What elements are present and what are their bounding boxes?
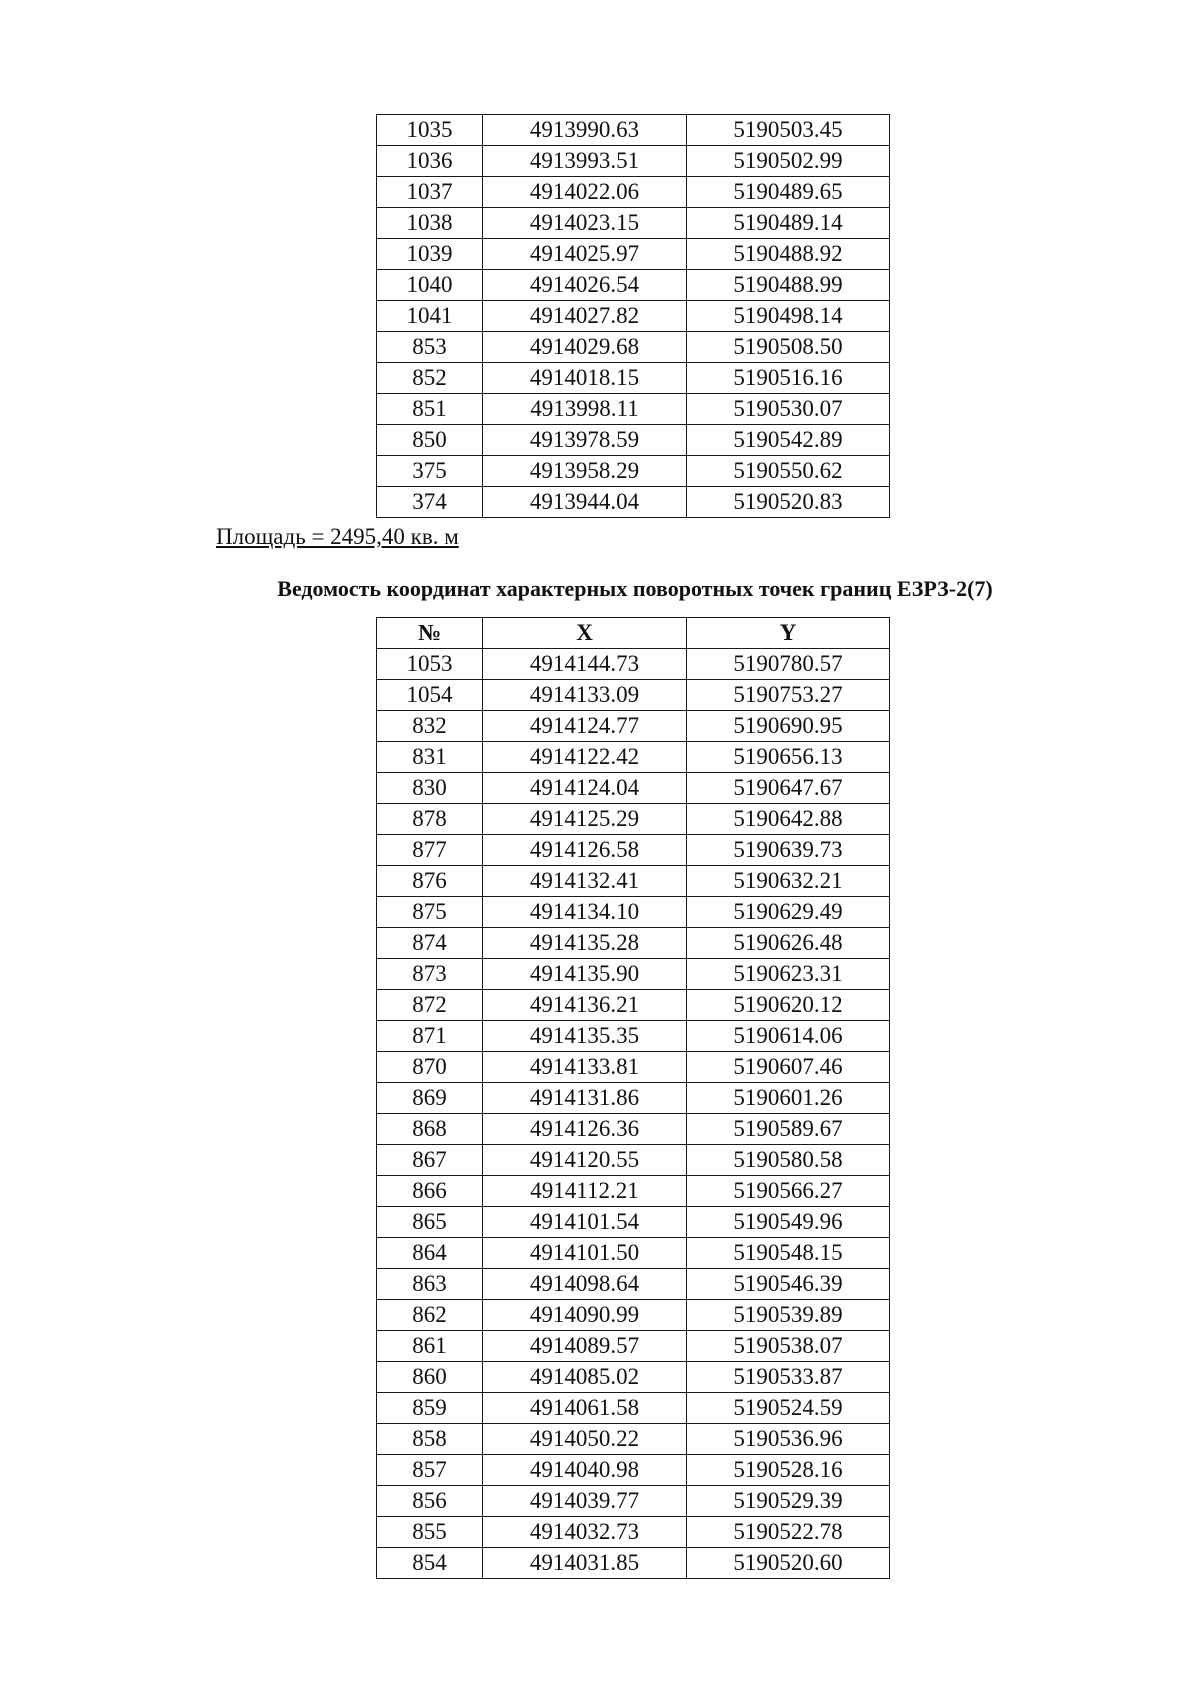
table-row: [377, 959, 890, 990]
coordinates-table-body: [377, 115, 890, 518]
point-number-cell: 855: [377, 1517, 483, 1548]
point-number-cell: 858: [377, 1424, 483, 1455]
table-row: [377, 990, 890, 1021]
y-coordinate-cell: 5190498.14: [687, 301, 890, 332]
point-number-cell: 873: [377, 959, 483, 990]
point-number-cell: 866: [377, 1176, 483, 1207]
x-coordinate-cell: 4914133.81: [483, 1052, 687, 1083]
header-number: №: [377, 618, 483, 649]
table-row: [377, 897, 890, 928]
point-number-cell: 856: [377, 1486, 483, 1517]
table-header: [377, 618, 890, 649]
x-coordinate-cell: 4913993.51: [483, 146, 687, 177]
y-coordinate-cell: 5190548.15: [687, 1238, 890, 1269]
y-coordinate-cell: 5190656.13: [687, 742, 890, 773]
y-coordinate-cell: 5190639.73: [687, 835, 890, 866]
table-row: [377, 1362, 890, 1393]
point-number-cell: 375: [377, 456, 483, 487]
x-coordinate-cell: 4914040.98: [483, 1455, 687, 1486]
point-number-cell: 871: [377, 1021, 483, 1052]
x-coordinate-cell: 4914112.21: [483, 1176, 687, 1207]
x-coordinate-cell: 4914031.85: [483, 1548, 687, 1579]
point-number-cell: 869: [377, 1083, 483, 1114]
table-row: [377, 208, 890, 239]
point-number-cell: 831: [377, 742, 483, 773]
table-row: [377, 239, 890, 270]
table-row: [377, 487, 890, 518]
y-coordinate-cell: 5190503.45: [687, 115, 890, 146]
x-coordinate-cell: 4914124.04: [483, 773, 687, 804]
point-number-cell: 859: [377, 1393, 483, 1424]
x-coordinate-cell: 4914136.21: [483, 990, 687, 1021]
y-coordinate-cell: 5190520.83: [687, 487, 890, 518]
point-number-cell: 1041: [377, 301, 483, 332]
y-coordinate-cell: 5190536.96: [687, 1424, 890, 1455]
y-coordinate-cell: 5190601.26: [687, 1083, 890, 1114]
x-coordinate-cell: 4914089.57: [483, 1331, 687, 1362]
table-row: [377, 394, 890, 425]
x-coordinate-cell: 4914061.58: [483, 1393, 687, 1424]
point-number-cell: 830: [377, 773, 483, 804]
y-coordinate-cell: 5190528.16: [687, 1455, 890, 1486]
table-row: [377, 301, 890, 332]
table-row: [377, 835, 890, 866]
table-row: [377, 1052, 890, 1083]
x-coordinate-cell: 4914124.77: [483, 711, 687, 742]
table-row: [377, 1331, 890, 1362]
y-coordinate-cell: 5190642.88: [687, 804, 890, 835]
table-row: [377, 680, 890, 711]
table-row: [377, 115, 890, 146]
point-number-cell: 865: [377, 1207, 483, 1238]
table-row: [377, 1145, 890, 1176]
table-row: [377, 425, 890, 456]
y-coordinate-cell: 5190620.12: [687, 990, 890, 1021]
y-coordinate-cell: 5190753.27: [687, 680, 890, 711]
table-row: [377, 742, 890, 773]
y-coordinate-cell: 5190489.14: [687, 208, 890, 239]
table-row: [377, 1114, 890, 1145]
x-coordinate-cell: 4914135.28: [483, 928, 687, 959]
point-number-cell: 1035: [377, 115, 483, 146]
table-row: [377, 711, 890, 742]
y-coordinate-cell: 5190516.16: [687, 363, 890, 394]
y-coordinate-cell: 5190580.58: [687, 1145, 890, 1176]
x-coordinate-cell: 4913990.63: [483, 115, 687, 146]
y-coordinate-cell: 5190520.60: [687, 1548, 890, 1579]
x-coordinate-cell: 4914018.15: [483, 363, 687, 394]
table-row: [377, 773, 890, 804]
point-number-cell: 854: [377, 1548, 483, 1579]
y-coordinate-cell: 5190524.59: [687, 1393, 890, 1424]
x-coordinate-cell: 4914085.02: [483, 1362, 687, 1393]
table-row: [377, 1238, 890, 1269]
table-row: [377, 1393, 890, 1424]
y-coordinate-cell: 5190539.89: [687, 1300, 890, 1331]
point-number-cell: 863: [377, 1269, 483, 1300]
table-row: [377, 1269, 890, 1300]
y-coordinate-cell: 5190546.39: [687, 1269, 890, 1300]
x-coordinate-cell: 4914132.41: [483, 866, 687, 897]
point-number-cell: 867: [377, 1145, 483, 1176]
y-coordinate-cell: 5190542.89: [687, 425, 890, 456]
y-coordinate-cell: 5190647.67: [687, 773, 890, 804]
point-number-cell: 864: [377, 1238, 483, 1269]
table-row: [377, 1517, 890, 1548]
point-number-cell: 870: [377, 1052, 483, 1083]
y-coordinate-cell: 5190522.78: [687, 1517, 890, 1548]
x-coordinate-cell: 4913998.11: [483, 394, 687, 425]
table-row: [377, 456, 890, 487]
y-coordinate-cell: 5190632.21: [687, 866, 890, 897]
y-coordinate-cell: 5190614.06: [687, 1021, 890, 1052]
coordinates-table-body: [377, 649, 890, 1579]
x-coordinate-cell: 4914027.82: [483, 301, 687, 332]
point-number-cell: 1040: [377, 270, 483, 301]
table-heading: Ведомость координат характерных поворотных точек границ ЕЗРЗ-2(7): [277, 576, 993, 601]
table-row: [377, 1455, 890, 1486]
point-number-cell: 872: [377, 990, 483, 1021]
x-coordinate-cell: 4914134.10: [483, 897, 687, 928]
point-number-cell: 374: [377, 487, 483, 518]
point-number-cell: 852: [377, 363, 483, 394]
point-number-cell: 860: [377, 1362, 483, 1393]
x-coordinate-cell: 4914133.09: [483, 680, 687, 711]
x-coordinate-cell: 4913978.59: [483, 425, 687, 456]
x-coordinate-cell: 4914122.42: [483, 742, 687, 773]
point-number-cell: 877: [377, 835, 483, 866]
x-coordinate-cell: 4914022.06: [483, 177, 687, 208]
x-coordinate-cell: 4914039.77: [483, 1486, 687, 1517]
y-coordinate-cell: 5190529.39: [687, 1486, 890, 1517]
x-coordinate-cell: 4914101.54: [483, 1207, 687, 1238]
y-coordinate-cell: 5190780.57: [687, 649, 890, 680]
y-coordinate-cell: 5190530.07: [687, 394, 890, 425]
x-coordinate-cell: 4914144.73: [483, 649, 687, 680]
x-coordinate-cell: 4914032.73: [483, 1517, 687, 1548]
y-coordinate-cell: 5190502.99: [687, 146, 890, 177]
y-coordinate-cell: 5190533.87: [687, 1362, 890, 1393]
area-label: Площадь = 2495,40 кв. м: [216, 524, 459, 549]
x-coordinate-cell: 4914098.64: [483, 1269, 687, 1300]
x-coordinate-cell: 4914101.50: [483, 1238, 687, 1269]
table-row: [377, 1300, 890, 1331]
point-number-cell: 874: [377, 928, 483, 959]
x-coordinate-cell: 4914120.55: [483, 1145, 687, 1176]
y-coordinate-cell: 5190626.48: [687, 928, 890, 959]
y-coordinate-cell: 5190538.07: [687, 1331, 890, 1362]
x-coordinate-cell: 4914029.68: [483, 332, 687, 363]
x-coordinate-cell: 4914125.29: [483, 804, 687, 835]
x-coordinate-cell: 4914090.99: [483, 1300, 687, 1331]
y-coordinate-cell: 5190489.65: [687, 177, 890, 208]
point-number-cell: 1053: [377, 649, 483, 680]
point-number-cell: 878: [377, 804, 483, 835]
point-number-cell: 862: [377, 1300, 483, 1331]
table-row: [377, 332, 890, 363]
point-number-cell: 853: [377, 332, 483, 363]
x-coordinate-cell: 4914126.58: [483, 835, 687, 866]
header-row: [377, 618, 890, 649]
x-coordinate-cell: 4914135.35: [483, 1021, 687, 1052]
table-row: [377, 804, 890, 835]
point-number-cell: 868: [377, 1114, 483, 1145]
table-row: [377, 177, 890, 208]
y-coordinate-cell: 5190607.46: [687, 1052, 890, 1083]
y-coordinate-cell: 5190690.95: [687, 711, 890, 742]
header-y: Y: [687, 618, 890, 649]
point-number-cell: 857: [377, 1455, 483, 1486]
coordinates-table-continued: [376, 114, 890, 518]
point-number-cell: 1037: [377, 177, 483, 208]
table-row: [377, 1207, 890, 1238]
x-coordinate-cell: 4914135.90: [483, 959, 687, 990]
table-row: [377, 1083, 890, 1114]
header-x: X: [483, 618, 687, 649]
table-row: [377, 1486, 890, 1517]
point-number-cell: 1036: [377, 146, 483, 177]
point-number-cell: 876: [377, 866, 483, 897]
point-number-cell: 850: [377, 425, 483, 456]
y-coordinate-cell: 5190589.67: [687, 1114, 890, 1145]
y-coordinate-cell: 5190550.62: [687, 456, 890, 487]
table-row: [377, 649, 890, 680]
table-row: [377, 146, 890, 177]
point-number-cell: 1039: [377, 239, 483, 270]
point-number-cell: 1038: [377, 208, 483, 239]
point-number-cell: 875: [377, 897, 483, 928]
table-row: [377, 866, 890, 897]
table-row: [377, 928, 890, 959]
point-number-cell: 832: [377, 711, 483, 742]
point-number-cell: 1054: [377, 680, 483, 711]
y-coordinate-cell: 5190623.31: [687, 959, 890, 990]
y-coordinate-cell: 5190508.50: [687, 332, 890, 363]
x-coordinate-cell: 4913958.29: [483, 456, 687, 487]
y-coordinate-cell: 5190549.96: [687, 1207, 890, 1238]
table-row: [377, 1548, 890, 1579]
point-number-cell: 851: [377, 394, 483, 425]
y-coordinate-cell: 5190488.92: [687, 239, 890, 270]
table-row: [377, 363, 890, 394]
table-row: [377, 1424, 890, 1455]
y-coordinate-cell: 5190488.99: [687, 270, 890, 301]
table-row: [377, 1021, 890, 1052]
x-coordinate-cell: 4914025.97: [483, 239, 687, 270]
x-coordinate-cell: 4914023.15: [483, 208, 687, 239]
table-row: [377, 1176, 890, 1207]
table-row: [377, 270, 890, 301]
coordinates-table-ezrz-2-7: [376, 617, 890, 1579]
y-coordinate-cell: 5190566.27: [687, 1176, 890, 1207]
x-coordinate-cell: 4913944.04: [483, 487, 687, 518]
point-number-cell: 861: [377, 1331, 483, 1362]
x-coordinate-cell: 4914050.22: [483, 1424, 687, 1455]
x-coordinate-cell: 4914131.86: [483, 1083, 687, 1114]
x-coordinate-cell: 4914126.36: [483, 1114, 687, 1145]
x-coordinate-cell: 4914026.54: [483, 270, 687, 301]
y-coordinate-cell: 5190629.49: [687, 897, 890, 928]
